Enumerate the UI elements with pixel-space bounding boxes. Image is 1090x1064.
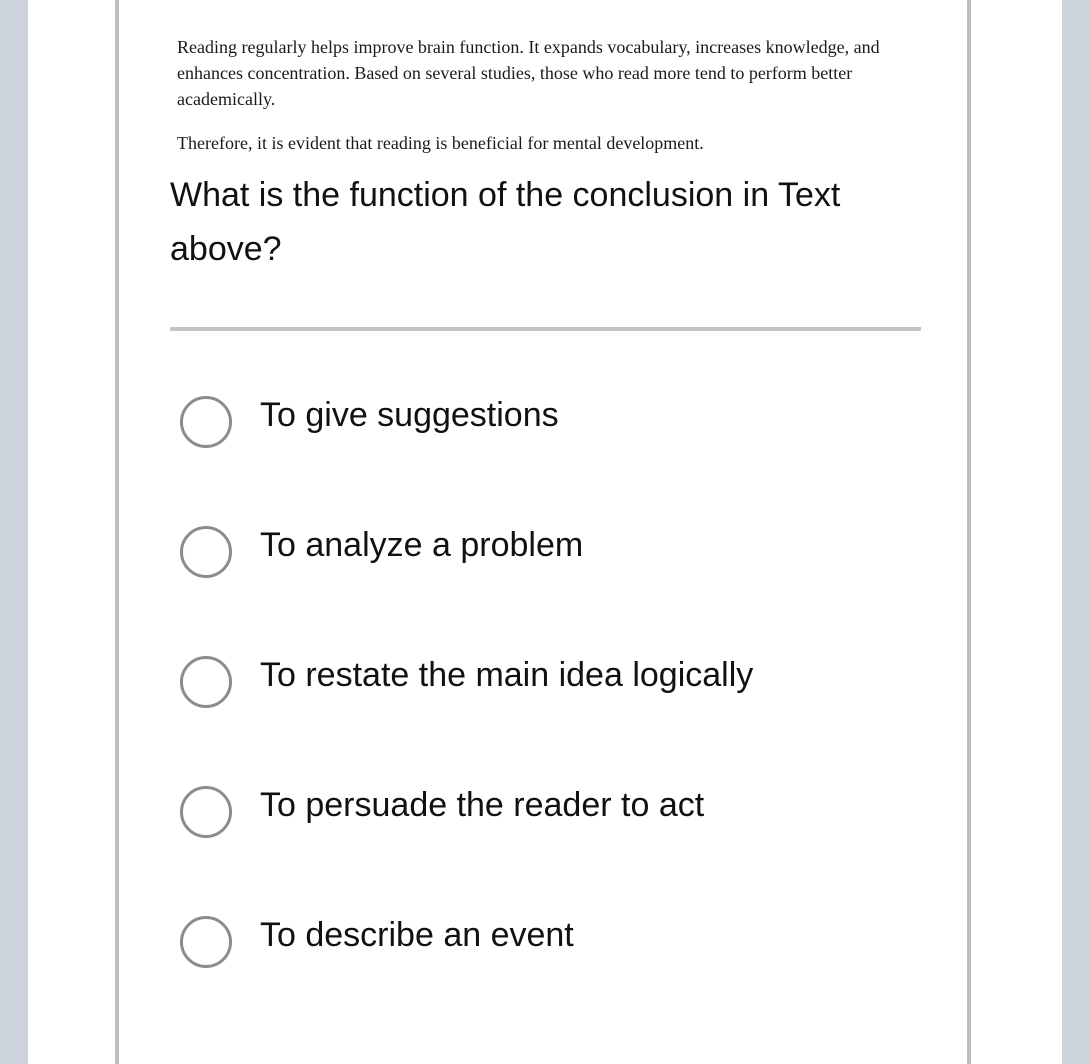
reading-passage — [177, 34, 922, 156]
left-background-strip — [0, 0, 28, 1064]
passage-paragraph-2: Therefore, it is evident that reading is beneficial for mental development. — [177, 133, 704, 153]
answer-option-label: To restate the main idea logically — [260, 656, 754, 694]
answer-option-3[interactable] — [178, 653, 918, 713]
divider — [170, 327, 921, 331]
radio-button-icon[interactable] — [180, 526, 232, 578]
answer-option-5[interactable] — [178, 913, 918, 973]
radio-button-icon[interactable] — [180, 396, 232, 448]
passage-paragraph-1: Reading regularly helps improve brain function. It expands vocabulary, increases knowledge, and enhances concentration. Based on several studies, those who read more tend to perform better academically. — [177, 37, 880, 109]
question-text: What is the function of the conclusion in Text above? — [170, 176, 841, 268]
answer-option-label: To give suggestions — [260, 396, 559, 434]
radio-button-icon[interactable] — [180, 916, 232, 968]
answer-option-label: To persuade the reader to act — [260, 786, 705, 824]
answer-option-1[interactable] — [178, 393, 918, 453]
answer-option-label: To analyze a problem — [260, 526, 584, 564]
answer-option-2[interactable] — [178, 523, 918, 583]
radio-button-icon[interactable] — [180, 656, 232, 708]
radio-button-icon[interactable] — [180, 786, 232, 838]
answer-option-label: To describe an event — [260, 916, 574, 954]
answer-option-4[interactable] — [178, 783, 918, 843]
right-background-strip — [1062, 0, 1090, 1064]
